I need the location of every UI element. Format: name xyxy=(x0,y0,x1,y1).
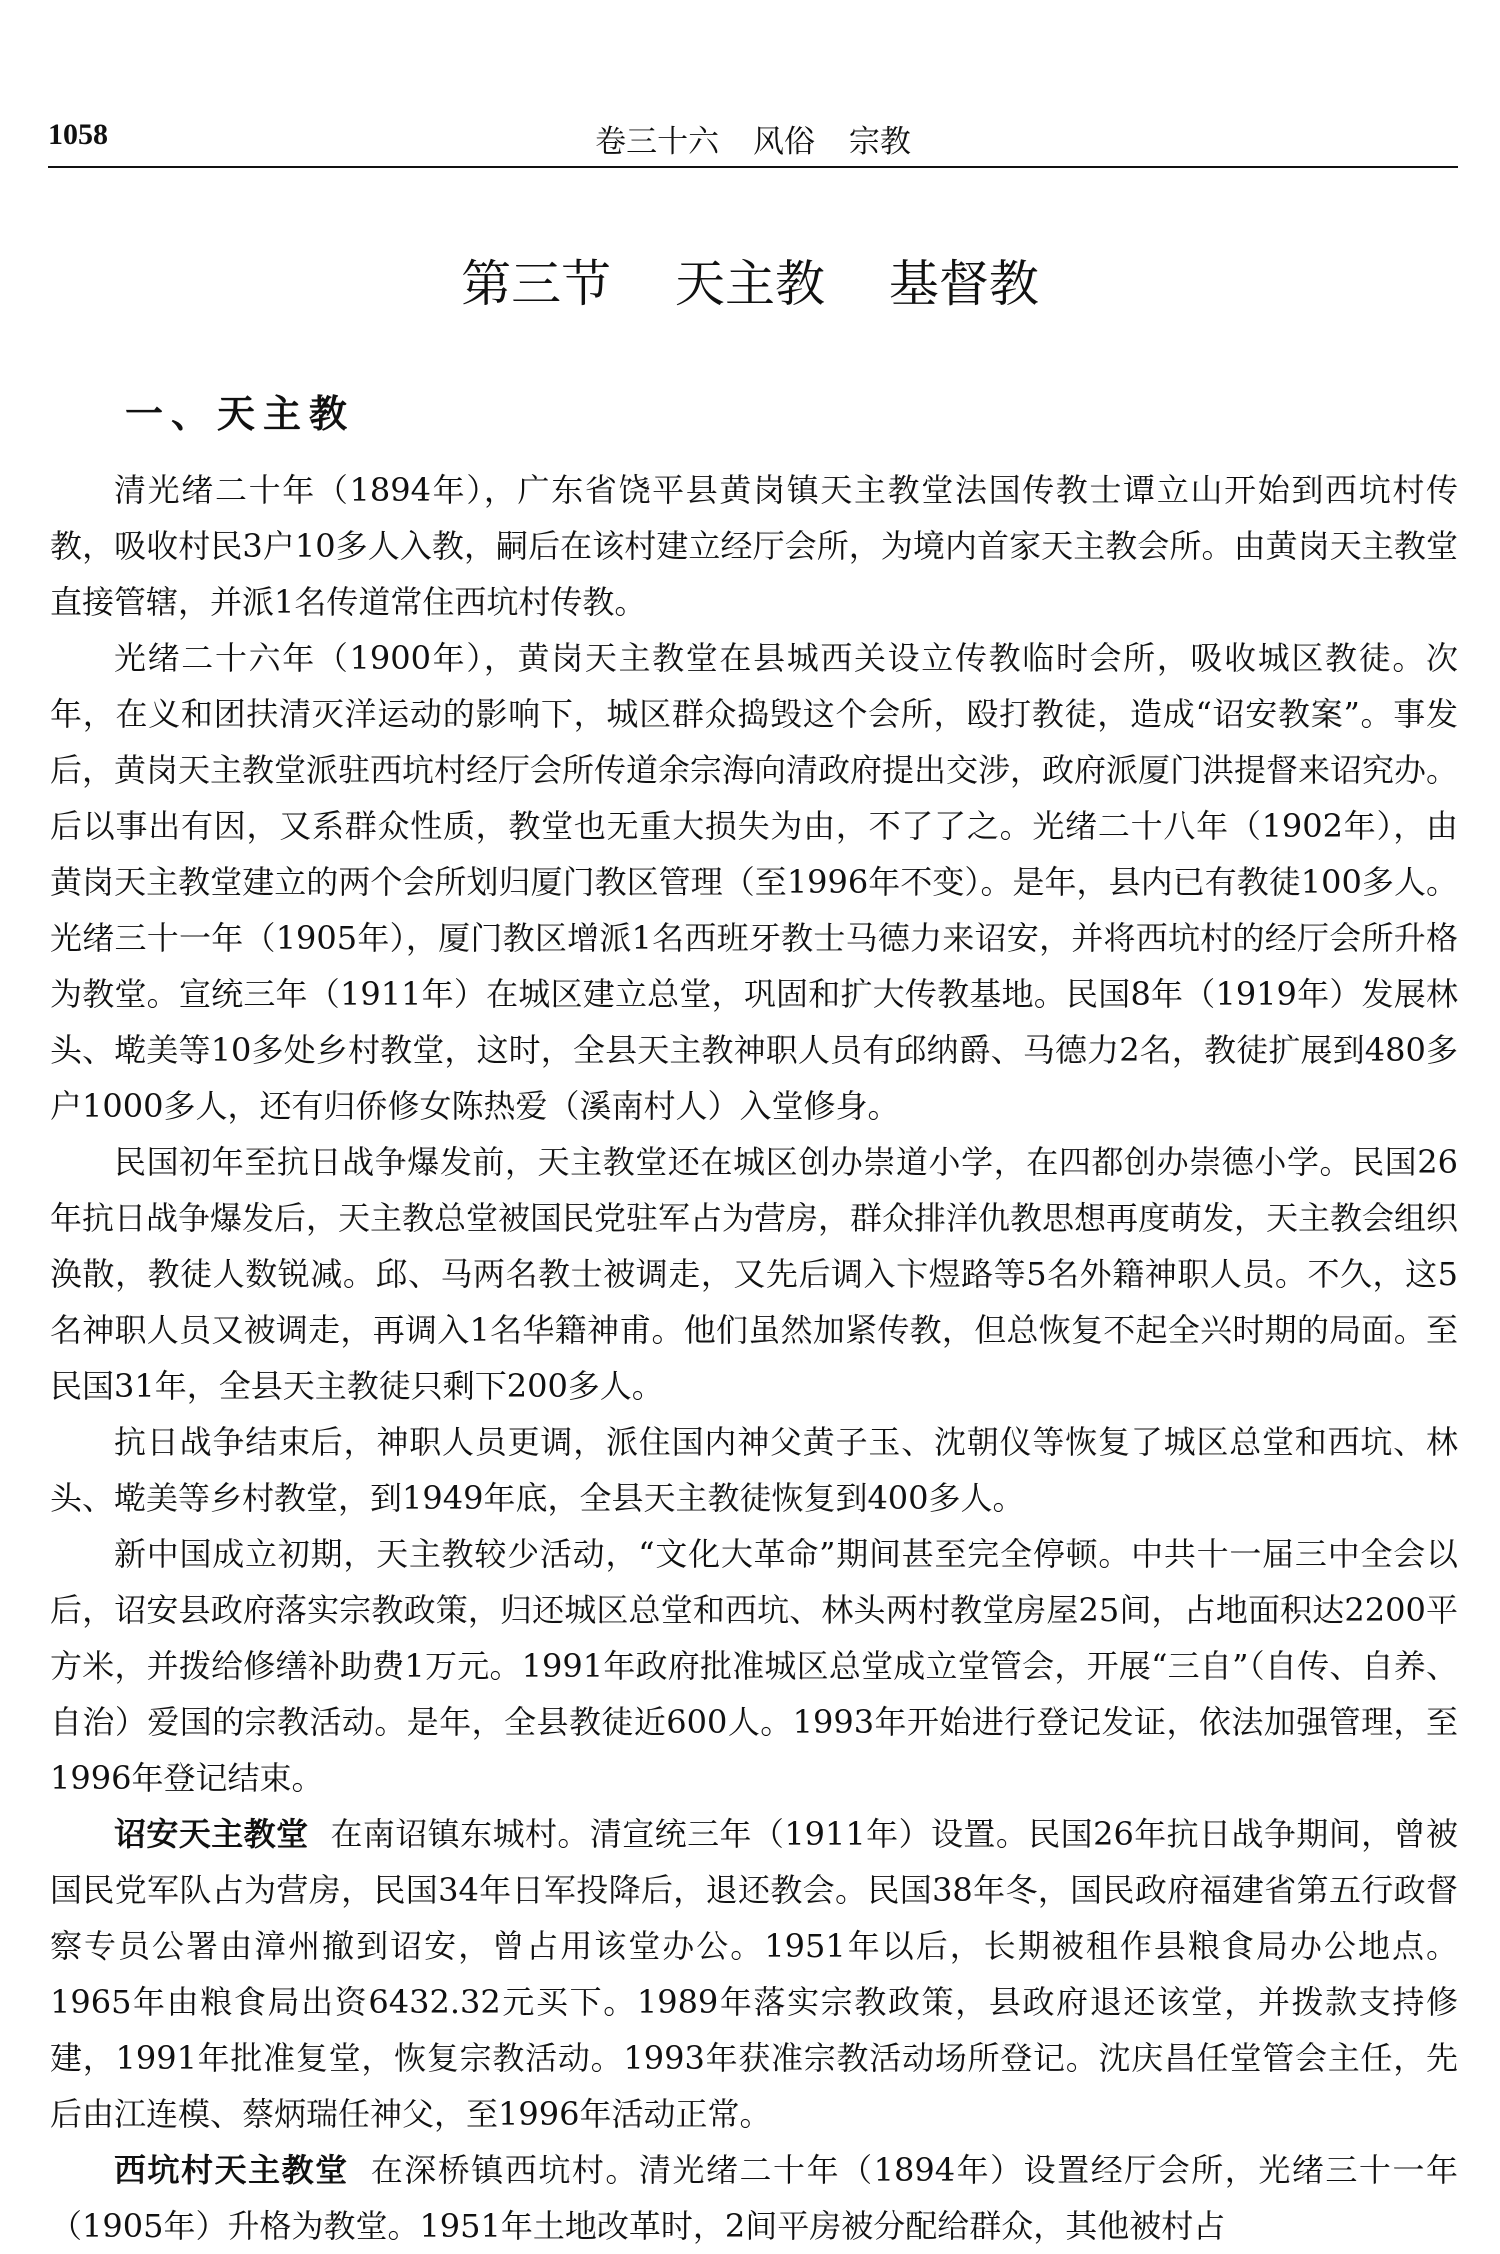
paragraph-text: 民国初年至抗日战争爆发前，天主教堂还在城区创办崇道小学，在四都创办崇德小学。民国26年抗日战争爆发后，天主教总堂被国民党驻军占为营房，群众排洋仇教思想再度萌发，天主教会组织涣散，教徒人数锐减。邱、马两名教士被调走，又先后调入卞煜路等5名外籍神职人员。不久，这5名神职人员又被调走，再调入1名华籍神甫。他们虽然加紧传教，但总恢复不起全兴时期的局面。至民国31年，全县天主教徒只剩下200多人。 xyxy=(50,1143,1459,1405)
running-head-title: 卷三十六 风俗 宗教 xyxy=(595,124,911,160)
paragraph-3 xyxy=(50,1134,1458,1414)
paragraph-text: 在深桥镇西坑村。清光绪二十年（1894年）设置经厅会所，光绪三十一年（1905年）升格为教堂。1951年土地改革时，2间平房被分配给群众，其他被村占 xyxy=(50,2151,1458,2245)
body-text xyxy=(50,462,1458,2254)
paragraph-2 xyxy=(50,630,1458,1134)
entry-heading: 西坑村天主教堂 xyxy=(114,2151,349,2189)
entry-heading: 诏安天主教堂 xyxy=(114,1815,309,1853)
paragraph-xikeng-church xyxy=(50,2142,1458,2254)
paragraph-4 xyxy=(50,1414,1458,1526)
paragraph-text: 抗日战争结束后，神职人员更调，派住国内神父黄子玉、沈朝仪等恢复了城区总堂和西坑、林头、墘美等乡村教堂，到1949年底，全县天主教徒恢复到400多人。 xyxy=(50,1423,1458,1517)
subsection-title: 一、天主教 xyxy=(125,391,356,436)
paragraph-zhaoan-church xyxy=(50,1806,1458,2142)
paragraph-text: 新中国成立初期，天主教较少活动，“文化大革命”期间甚至完全停顿。中共十一届三中全会以后，诏安县政府落实宗教政策，归还城区总堂和西坑、林头两村教堂房屋25间，占地面积达2200平方米，并拨给修缮补助费1万元。1991年政府批准城区总堂成立堂管会，开展“三自”（自传、自养、自治）爱国的宗教活动。是年，全县教徒近600人。1993年开始进行登记发证，依法加强管理，至1996年登记结束。 xyxy=(50,1535,1458,1797)
paragraph-5 xyxy=(50,1526,1458,1806)
running-header xyxy=(48,110,1458,168)
paragraph-1 xyxy=(50,462,1458,630)
paragraph-text: 清光绪二十年（1894年），广东省饶平县黄岗镇天主教堂法国传教士谭立山开始到西坑村传教，吸收村民3户10多人入教，嗣后在该村建立经厅会所，为境内首家天主教会所。由黄岗天主教堂直接管辖，并派1名传道常住西坑村传教。 xyxy=(50,471,1458,621)
paragraph-text: 在南诏镇东城村。清宣统三年（1911年）设置。民国26年抗日战争期间，曾被国民党军队占为营房，民国34年日军投降后，退还教会。民国38年冬，国民政府福建省第五行政督察专员公署由漳州撤到诏安，曾占用该堂办公。1951年以后，长期被租作县粮食局办公地点。1965年由粮食局出资6432.32元买下。1989年落实宗教政策，县政府退还该堂，并拨款支持修建，1991年批准复堂，恢复宗教活动。1993年获准宗教活动场所登记。沈庆昌任堂管会主任，先后由江连模、蔡炳瑞任神父，至1996年活动正常。 xyxy=(50,1815,1458,2133)
page-number: 1058 xyxy=(48,118,108,151)
section-title: 第三节 天主教 基督教 xyxy=(461,255,1039,313)
paragraph-text: 光绪二十六年（1900年），黄岗天主教堂在县城西关设立传教临时会所，吸收城区教徒。次年，在义和团扶清灭洋运动的影响下，城区群众捣毁这个会所，殴打教徒，造成“诏安教案”。事发后，黄岗天主教堂派驻西坑村经厅会所传道余宗海向清政府提出交涉，政府派厦门洪提督来诏究办。后以事出有因，又系群众性质，教堂也无重大损失为由，不了了之。光绪二十八年（1902年），由黄岗天主教堂建立的两个会所划归厦门教区管理（至1996年不变）。是年，县内已有教徒100多人。光绪三十一年（1905年），厦门教区增派1名西班牙教士马德力来诏安，并将西坑村的经厅会所升格为教堂。宣统三年（1911年）在城区建立总堂，巩固和扩大传教基地。民国8年（1919年）发展林头、墘美等10多处乡村教堂，这时，全县天主教神职人员有邱纳爵、马德力2名，教徒扩展到480多户1000多人，还有归侨修女陈热爱（溪南村人）入堂修身。 xyxy=(50,639,1459,1125)
